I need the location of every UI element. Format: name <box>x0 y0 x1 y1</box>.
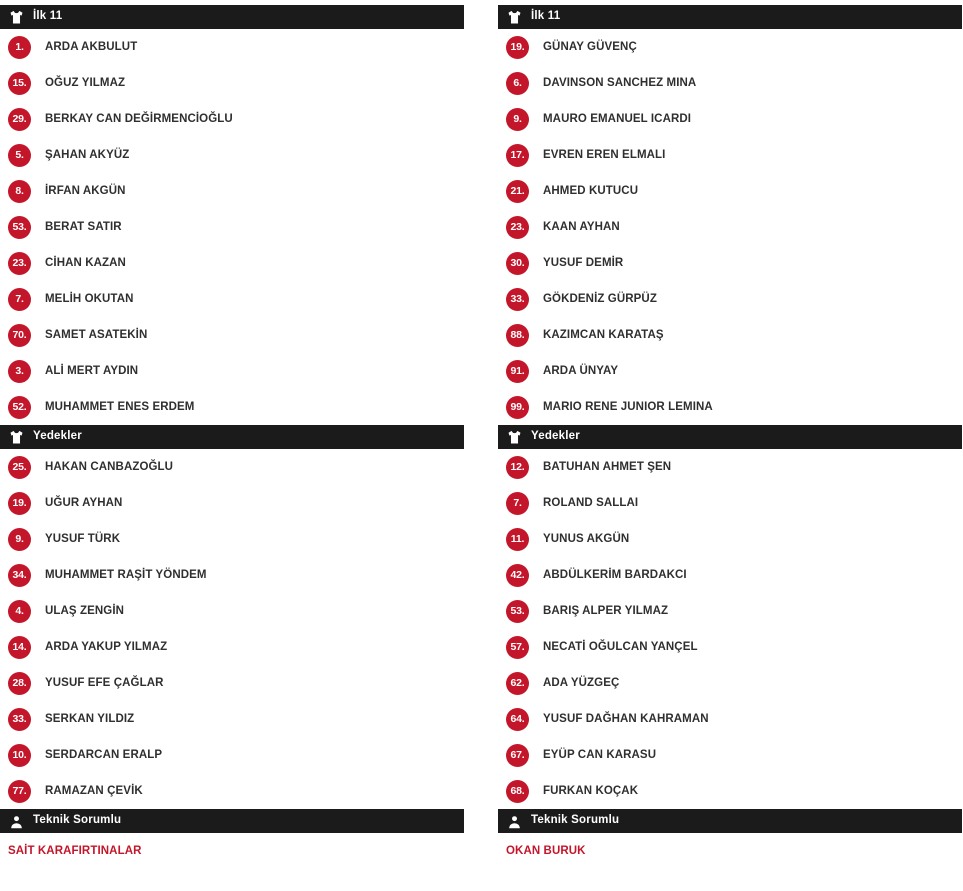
player-name: BERAT SATIR <box>45 221 122 233</box>
list-item[interactable] <box>0 281 464 317</box>
player-number: 19. <box>506 36 529 59</box>
player-name: MUHAMMET ENES ERDEM <box>45 401 195 413</box>
player-number: 91. <box>506 360 529 383</box>
player-name: ROLAND SALLAI <box>543 497 639 509</box>
list-item[interactable] <box>498 209 962 245</box>
section-header-label: İlk 11 <box>33 10 63 23</box>
player-name: MAURO EMANUEL ICARDI <box>543 113 692 125</box>
player-number: 4. <box>8 600 31 623</box>
player-name: SERDARCAN ERALP <box>45 749 163 761</box>
coach-name[interactable]: OKAN BURUK <box>506 845 586 857</box>
list-item[interactable] <box>498 773 962 809</box>
player-name: ADA YÜZGEÇ <box>543 677 620 689</box>
player-number: 9. <box>8 528 31 551</box>
section-header-label: Yedekler <box>531 430 580 443</box>
player-name: YUSUF TÜRK <box>45 533 121 545</box>
section-header-starting-xi-away <box>498 5 962 29</box>
player-number: 88. <box>506 324 529 347</box>
player-number: 17. <box>506 144 529 167</box>
player-name: MUHAMMET RAŞİT YÖNDEM <box>45 569 207 581</box>
coach-name[interactable]: SAİT KARAFIRTINALAR <box>8 845 142 857</box>
player-name: SERKAN YILDIZ <box>45 713 135 725</box>
player-number: 19. <box>8 492 31 515</box>
player-number: 68. <box>506 780 529 803</box>
list-item[interactable] <box>498 245 962 281</box>
list-item[interactable] <box>0 353 464 389</box>
player-number: 7. <box>8 288 31 311</box>
coach-icon <box>8 813 25 830</box>
player-number: 9. <box>506 108 529 131</box>
player-number: 53. <box>8 216 31 239</box>
list-item[interactable] <box>498 65 962 101</box>
shirt-icon <box>8 429 25 446</box>
list-item[interactable] <box>0 773 464 809</box>
player-name: YUSUF DAĞHAN KAHRAMAN <box>543 713 709 725</box>
list-item[interactable] <box>498 665 962 701</box>
team-column-away <box>498 5 962 857</box>
player-number: 11. <box>506 528 529 551</box>
list-item[interactable] <box>498 557 962 593</box>
substitutes-list-home <box>0 449 464 809</box>
player-name: YUNUS AKGÜN <box>543 533 630 545</box>
player-name: ARDA AKBULUT <box>45 41 138 53</box>
player-number: 21. <box>506 180 529 203</box>
section-header-label: Yedekler <box>33 430 82 443</box>
player-name: EYÜP CAN KARASU <box>543 749 657 761</box>
player-number: 28. <box>8 672 31 695</box>
player-number: 6. <box>506 72 529 95</box>
section-header-substitutes-home <box>0 425 464 449</box>
player-number: 64. <box>506 708 529 731</box>
player-number: 62. <box>506 672 529 695</box>
player-number: 1. <box>8 36 31 59</box>
player-number: 34. <box>8 564 31 587</box>
section-header-starting-xi-home <box>0 5 464 29</box>
player-name: SAMET ASATEKİN <box>45 329 148 341</box>
list-item[interactable] <box>0 485 464 521</box>
section-header-label: Teknik Sorumlu <box>33 814 122 827</box>
substitutes-list-away <box>498 449 962 809</box>
player-name: DAVINSON SANCHEZ MINA <box>543 77 697 89</box>
list-item[interactable] <box>0 521 464 557</box>
player-number: 5. <box>8 144 31 167</box>
player-name: GÜNAY GÜVENÇ <box>543 41 637 53</box>
player-number: 12. <box>506 456 529 479</box>
player-name: KAAN AYHAN <box>543 221 620 233</box>
player-number: 7. <box>506 492 529 515</box>
list-item[interactable] <box>0 449 464 485</box>
list-item[interactable] <box>0 389 464 425</box>
list-item[interactable] <box>0 557 464 593</box>
list-item[interactable] <box>0 173 464 209</box>
player-number: 53. <box>506 600 529 623</box>
player-number: 8. <box>8 180 31 203</box>
player-name: RAMAZAN ÇEVİK <box>45 785 143 797</box>
shirt-icon <box>8 9 25 26</box>
list-item[interactable] <box>0 65 464 101</box>
list-item[interactable] <box>498 593 962 629</box>
list-item[interactable] <box>498 701 962 737</box>
player-number: 23. <box>506 216 529 239</box>
player-name: UĞUR AYHAN <box>45 497 123 509</box>
player-name: MARIO RENE JUNIOR LEMINA <box>543 401 713 413</box>
player-number: 33. <box>506 288 529 311</box>
list-item[interactable] <box>498 173 962 209</box>
player-name: NECATİ OĞULCAN YANÇEL <box>543 641 698 653</box>
player-name: ABDÜLKERİM BARDAKCI <box>543 569 687 581</box>
list-item[interactable] <box>0 593 464 629</box>
coach-icon <box>506 813 523 830</box>
player-name: KAZIMCAN KARATAŞ <box>543 329 664 341</box>
shirt-icon <box>506 429 523 446</box>
list-item[interactable] <box>0 737 464 773</box>
player-name: FURKAN KOÇAK <box>543 785 639 797</box>
list-item[interactable] <box>498 629 962 665</box>
team-column-home <box>0 5 464 857</box>
list-item[interactable] <box>0 101 464 137</box>
player-number: 30. <box>506 252 529 275</box>
player-number: 67. <box>506 744 529 767</box>
list-item[interactable] <box>498 101 962 137</box>
player-number: 77. <box>8 780 31 803</box>
player-name: HAKAN CANBAZOĞLU <box>45 461 174 473</box>
list-item[interactable] <box>0 137 464 173</box>
list-item[interactable] <box>0 701 464 737</box>
player-name: YUSUF DEMİR <box>543 257 624 269</box>
player-number: 3. <box>8 360 31 383</box>
player-number: 70. <box>8 324 31 347</box>
list-item[interactable] <box>498 485 962 521</box>
player-number: 14. <box>8 636 31 659</box>
shirt-icon <box>506 9 523 26</box>
player-number: 99. <box>506 396 529 419</box>
player-name: GÖKDENİZ GÜRPÜZ <box>543 293 657 305</box>
list-item[interactable] <box>0 665 464 701</box>
player-number: 10. <box>8 744 31 767</box>
player-number: 57. <box>506 636 529 659</box>
player-number: 15. <box>8 72 31 95</box>
section-header-coach-home <box>0 809 464 833</box>
list-item[interactable] <box>498 281 962 317</box>
list-item[interactable] <box>498 389 962 425</box>
list-item[interactable] <box>0 317 464 353</box>
player-name: ALİ MERT AYDIN <box>45 365 139 377</box>
section-header-coach-away <box>498 809 962 833</box>
starting-xi-list-away <box>498 29 962 425</box>
list-item[interactable] <box>498 737 962 773</box>
player-name: ŞAHAN AKYÜZ <box>45 149 130 161</box>
list-item[interactable] <box>498 29 962 65</box>
player-number: 25. <box>8 456 31 479</box>
player-name: OĞUZ YILMAZ <box>45 77 126 89</box>
player-number: 33. <box>8 708 31 731</box>
section-header-substitutes-away <box>498 425 962 449</box>
list-item[interactable] <box>498 317 962 353</box>
list-item[interactable] <box>498 449 962 485</box>
player-name: YUSUF EFE ÇAĞLAR <box>45 677 164 689</box>
player-name: ARDA ÜNYAY <box>543 365 619 377</box>
list-item[interactable] <box>0 29 464 65</box>
player-number: 23. <box>8 252 31 275</box>
player-name: EVREN EREN ELMALI <box>543 149 666 161</box>
list-item[interactable] <box>0 245 464 281</box>
player-number: 52. <box>8 396 31 419</box>
player-name: BATUHAN AHMET ŞEN <box>543 461 672 473</box>
section-header-label: İlk 11 <box>531 10 561 23</box>
player-name: BERKAY CAN DEĞİRMENCİOĞLU <box>45 113 233 125</box>
player-name: MELİH OKUTAN <box>45 293 134 305</box>
player-name: CİHAN KAZAN <box>45 257 126 269</box>
list-item[interactable] <box>498 137 962 173</box>
player-number: 29. <box>8 108 31 131</box>
player-number: 42. <box>506 564 529 587</box>
list-item[interactable] <box>0 209 464 245</box>
player-name: ARDA YAKUP YILMAZ <box>45 641 168 653</box>
player-name: BARIŞ ALPER YILMAZ <box>543 605 669 617</box>
player-name: İRFAN AKGÜN <box>45 185 126 197</box>
list-item[interactable] <box>498 521 962 557</box>
list-item[interactable] <box>498 353 962 389</box>
player-name: ULAŞ ZENGİN <box>45 605 125 617</box>
starting-xi-list-home <box>0 29 464 425</box>
list-item[interactable] <box>0 629 464 665</box>
player-name: AHMED KUTUCU <box>543 185 639 197</box>
section-header-label: Teknik Sorumlu <box>531 814 620 827</box>
